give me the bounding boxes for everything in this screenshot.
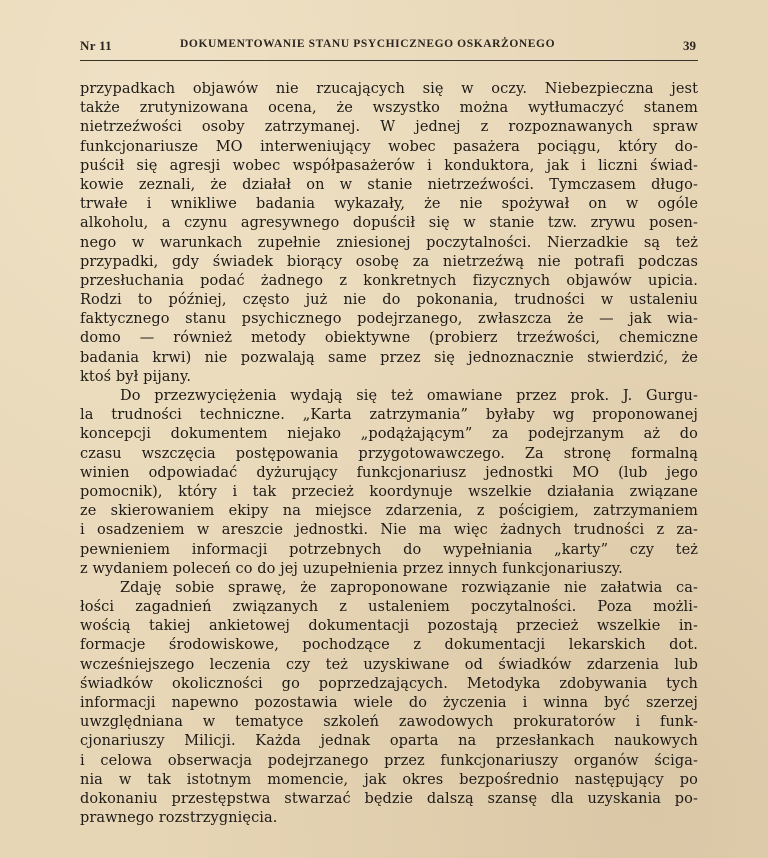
text-line: cjonariuszy Milicji. Każda jednak oparta na przesłankach naukowych [80, 733, 698, 750]
text-line: domo — również metody obiektywne (probierz trzeźwości, chemiczne [80, 330, 698, 347]
text-line: alkoholu, a czynu agresywnego dopuścił się w stanie tzw. zrywu posen- [80, 215, 698, 232]
text-line: nego w warunkach zupełnie zniesionej poczytalności. Nierzadkie są też [80, 234, 698, 251]
text-line: przesłuchania podać żadnego z konkretnych fizycznych objawów upicia. [80, 272, 698, 289]
text-line: formacje środowiskowe, pochodzące z dokumentacji lekarskich dot. [80, 637, 698, 654]
running-title: DOKUMENTOWANIE STANU PSYCHICZNEGO OSKARŻONEGO [180, 38, 556, 50]
text-line: pewnieniem informacji potrzebnych do wypełniania „karty” czy też [80, 541, 698, 558]
text-line: pomocnik), który i tak przecież koordynuje wszelkie działania związane [80, 483, 698, 500]
text-line: Do przezwyciężenia wydają się też omawiane przez prok. J. Gurgu- [120, 388, 698, 404]
text-line: trwałe i wnikliwe badania wykazały, że nie spożywał on w ogóle [80, 196, 698, 213]
text-line: świadków okoliczności go poprzedzających. Metodyka zdobywania tych [80, 675, 698, 692]
text-line: winien odpowiadać dyżurujący funkcjonariusz jednostki MO (lub jego [80, 464, 698, 481]
running-header [80, 36, 700, 58]
text-line: puścił się agresji wobec współpasażerów i konduktora, jak i liczni świad- [80, 157, 698, 174]
text-line: przypadkach objawów nie rzucających się w oczy. Niebezpieczna jest [80, 81, 698, 97]
body-text [80, 80, 698, 828]
text-line: badania krwi) nie pozwalają same przez się jednoznacznie stwierdzić, że [80, 349, 698, 366]
text-line: czasu wszczęcia postępowania przygotowawczego. Za stronę formalną [80, 445, 698, 462]
text-line: nietrzeźwości osoby zatrzymanej. W jednej z rozpoznawanych spraw [80, 119, 698, 136]
text-line: także zrutynizowana ocena, że wszystko można wytłumaczyć stanem [80, 100, 698, 117]
page-number: 39 [683, 38, 696, 53]
issue-number: Nr 11 [80, 38, 112, 53]
text-line: Zdaję sobie sprawę, że zaproponowane rozwiązanie nie załatwia ca- [120, 579, 698, 596]
text-line: Rodzi to później, często już nie do pokonania, trudności w ustaleniu [80, 292, 698, 309]
text-line: la trudności techniczne. „Karta zatrzymania” byłaby wg proponowanej [80, 407, 698, 424]
text-line: wością takiej ankietowej dokumentacji pozostają przecież wszelkie in- [80, 618, 698, 635]
text-line: przypadki, gdy świadek biorący osobę za nietrzeźwą nie potrafi podczas [80, 253, 698, 270]
text-line: faktycznego stanu psychicznego podejrzanego, zwłaszcza że — jak wia- [80, 311, 698, 328]
text-line: dokonaniu przestępstwa stwarzać będzie dalszą szansę dla uzyskania po- [80, 790, 698, 807]
text-line: i celowa obserwacja podejrzanego przez funkcjonariuszy organów ściga- [80, 752, 698, 769]
text-line: ze skierowaniem ekipy na miejsce zdarzenia, z pościgiem, zatrzymaniem [80, 503, 698, 520]
text-line: kowie zeznali, że działał on w stanie nietrzeźwości. Tymczasem długo- [80, 176, 698, 193]
text-line: i osadzeniem w areszcie jednostki. Nie ma więc żadnych trudności z za- [80, 522, 698, 539]
text-line: wcześniejszego leczenia czy też uzyskiwane od świadków zdarzenia lub [80, 656, 698, 673]
text-line: z wydaniem poleceń co do jej uzupełnienia przez innych funkcjonariuszy. [80, 560, 623, 577]
text-line: ktoś był pijany. [80, 368, 192, 385]
header-rule [80, 60, 698, 61]
text-line: łości zagadnień związanych z ustaleniem poczytalności. Poza możli- [80, 599, 698, 616]
text-line: koncepcji dokumentem niejako „podążającym” za podejrzanym aż do [80, 426, 698, 443]
text-line: uwzględniana w tematyce szkoleń zawodowych prokuratorów i funk- [80, 714, 698, 731]
text-line: funkcjonariusze MO interweniujący wobec pasażera pociągu, który do- [80, 138, 698, 155]
text-line: nia w tak istotnym momencie, jak okres bezpośrednio następujący po [80, 771, 698, 788]
text-line: informacji napewno pozostawia wiele do życzenia i winna być szerzej [80, 695, 698, 711]
text-line: prawnego rozstrzygnięcia. [80, 810, 278, 827]
